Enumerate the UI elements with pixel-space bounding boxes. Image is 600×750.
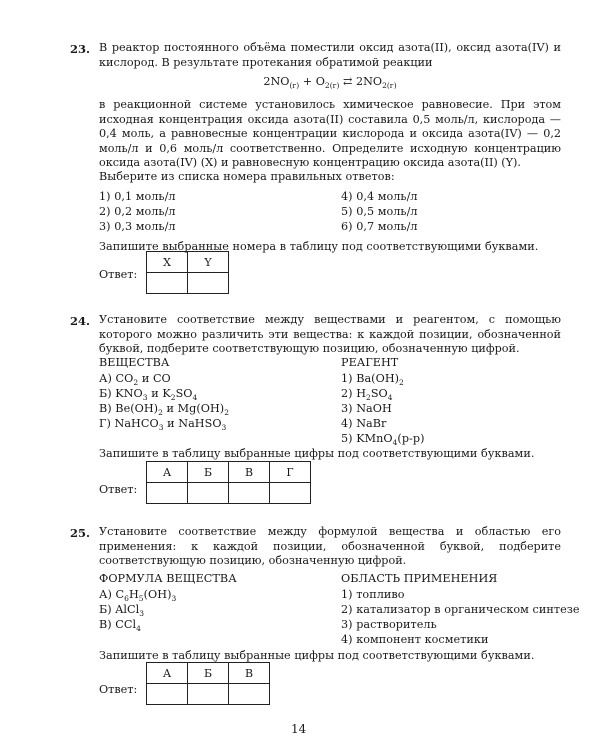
q25-right-1: 1) топливо	[341, 588, 405, 601]
q24-left-v: В) $Be(OH)_2$ и $Mg(OH)_2$	[99, 402, 230, 418]
q23-equation-text: $2NO_{(г)} + O_{2(г)}$ ⇄ $2NO_{2(г)}$	[263, 75, 397, 91]
q24-cell-a[interactable]	[147, 483, 188, 504]
q24-right-2: 2) $H_2SO_4$	[341, 387, 393, 403]
q23-option-6: 6) 0,7 моль/л	[341, 220, 418, 233]
q24-cell-b[interactable]	[188, 483, 229, 504]
q24-left-g: Г) NaHCO$_3$ и NaHSO$_3$	[99, 417, 227, 433]
q23-number: 23.	[70, 42, 91, 56]
q25-cell-v[interactable]	[229, 684, 270, 705]
q24-answer-label: Ответ:	[99, 483, 138, 496]
q25-answer-label: Ответ:	[99, 683, 138, 696]
q24-intro: Установите соответствие между веществами и реагентом, с помощью которого можно различить эти вещества: к каждой позиции, обозначенной буквой, подберите соответствующую позицию, обозначенную цифрой.	[99, 313, 561, 356]
q25-right-4: 4) компонент косметики	[341, 633, 489, 646]
q24-left-b: Б) $KNO_3$ и $K_2SO_4$	[99, 387, 198, 403]
q24-col-a: А	[147, 462, 188, 483]
q23-write-instruction: Запишите выбранные номера в таблицу под соответствующими буквами.	[99, 240, 539, 253]
q23-answer-label: Ответ:	[99, 268, 138, 281]
q23-option-1: 1) 0,1 моль/л	[99, 190, 176, 203]
q25-cell-b[interactable]	[188, 684, 229, 705]
page-number: 14	[291, 722, 307, 736]
q25-answer-table	[146, 662, 270, 705]
q23-col-x: X	[147, 252, 188, 273]
q24-col-b: Б	[188, 462, 229, 483]
q25-right-3: 3) растворитель	[341, 618, 437, 631]
q25-number: 25.	[70, 526, 91, 540]
q24-right-4: 4) NaBr	[341, 417, 387, 430]
q24-answer-table	[146, 461, 311, 504]
q24-left-header: ВЕЩЕСТВА	[99, 356, 170, 369]
q25-right-2: 2) катализатор в органическом синтезе	[341, 603, 580, 616]
q23-col-y: Y	[188, 252, 229, 273]
q23-choose: Выберите из списка номера правильных ответов:	[99, 170, 395, 183]
q25-left-a: А) $C_6H_5(OH)_3$	[99, 588, 177, 604]
q24-right-3: 3) NaOH	[341, 402, 392, 415]
q23-intro: В реактор постоянного объёма поместили оксид азота(II), оксид азота(IV) и кислород. В результате протекания обратимой реакции	[99, 41, 561, 69]
q23-option-5: 5) 0,5 моль/л	[341, 205, 418, 218]
q24-right-5: 5) KMnO$_4$(р-р)	[341, 432, 425, 448]
q25-left-v: В) CCl$_4$	[99, 618, 141, 634]
q25-col-a: А	[147, 663, 188, 684]
q25-col-b: Б	[188, 663, 229, 684]
q24-right-1: 1) $Ba(OH)_2$	[341, 372, 404, 388]
q23-body: в реакционной системе установилось химическое равновесие. При этом исходная концентрация оксида азота(II) составила 0,5 моль/л, кислорода — 0,4 моль, а равновесные концентрации кислорода и оксида азота(IV) — 0,2 моль/л и 0,6 моль/л соответственно. Определите исходную концентрацию оксида азота(IV) (X) и равновесную концентрацию оксида азота(II) (Y).	[99, 98, 561, 170]
q25-right-header: ОБЛАСТЬ ПРИМЕНЕНИЯ	[341, 572, 498, 585]
q23-cell-x[interactable]	[147, 273, 188, 294]
q25-col-v: В	[229, 663, 270, 684]
q25-write-instruction: Запишите в таблицу выбранные цифры под соответствующими буквами.	[99, 649, 535, 662]
q23-answer-table	[146, 251, 229, 294]
q24-col-g: Г	[270, 462, 311, 483]
q23-option-2: 2) 0,2 моль/л	[99, 205, 176, 218]
q23-option-3: 3) 0,3 моль/л	[99, 220, 176, 233]
q25-intro: Установите соответствие между формулой вещества и областью его применения: к каждой позиции, обозначенной буквой, подберите соответствующую позицию, обозначенную цифрой.	[99, 525, 561, 568]
q25-left-header: ФОРМУЛА ВЕЩЕСТВА	[99, 572, 237, 585]
q25-left-b: Б) AlCl$_3$	[99, 603, 145, 619]
q24-col-v: В	[229, 462, 270, 483]
q24-cell-v[interactable]	[229, 483, 270, 504]
q24-right-header: РЕАГЕНТ	[341, 356, 399, 369]
q24-write-instruction: Запишите в таблицу выбранные цифры под соответствующими буквами.	[99, 447, 535, 460]
q24-number: 24.	[70, 314, 91, 328]
q24-left-a: А) $CO_2$ и CO	[99, 372, 171, 388]
q23-equation	[99, 75, 561, 91]
q23-option-4: 4) 0,4 моль/л	[341, 190, 418, 203]
q24-cell-g[interactable]	[270, 483, 311, 504]
q23-cell-y[interactable]	[188, 273, 229, 294]
q25-cell-a[interactable]	[147, 684, 188, 705]
